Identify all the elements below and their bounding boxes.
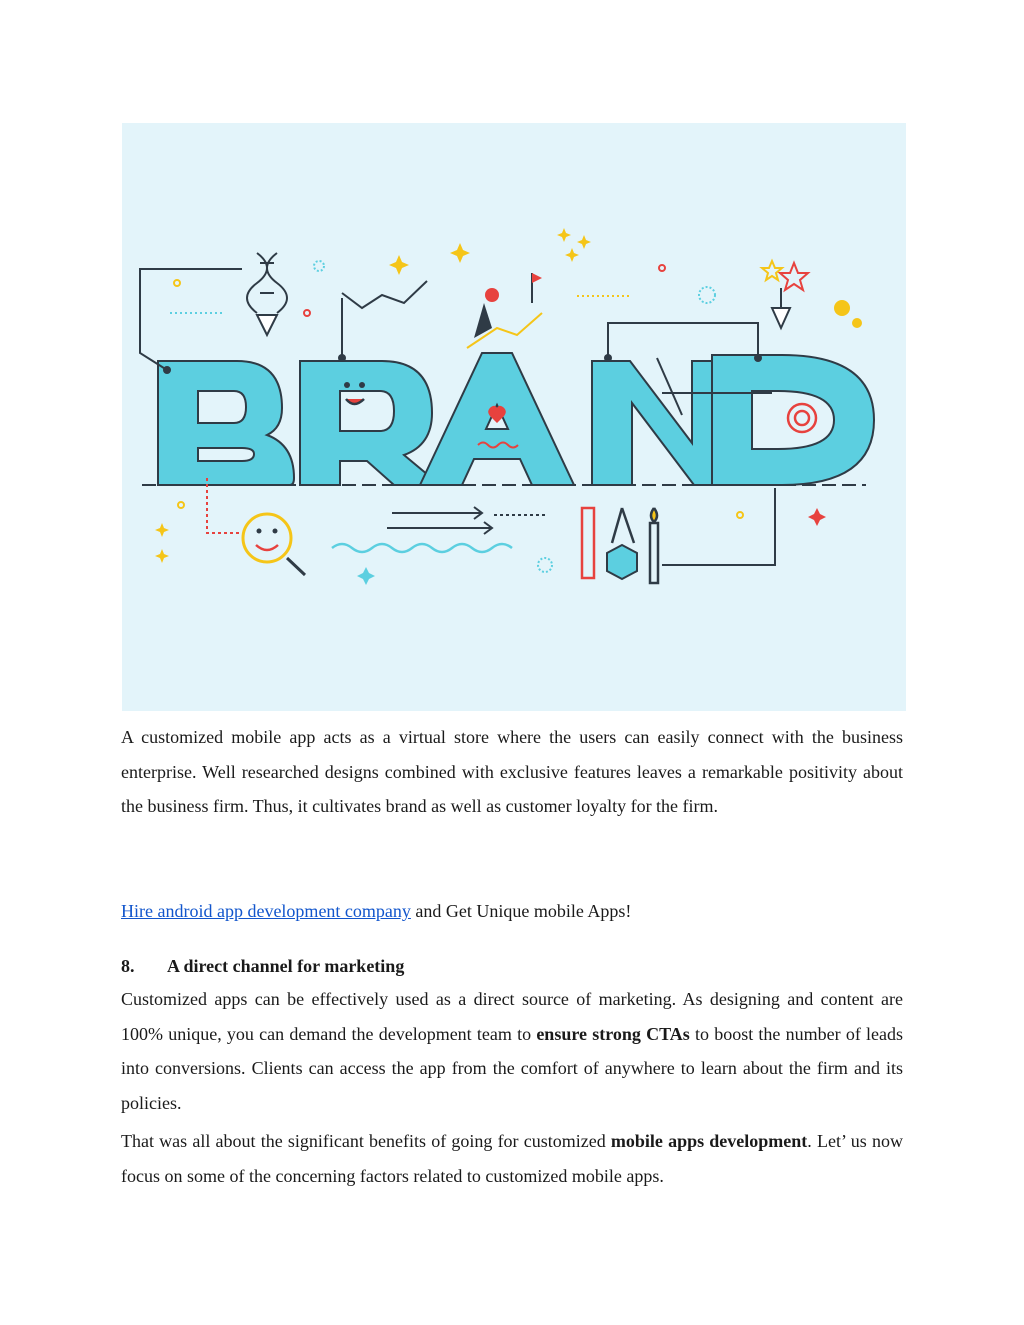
- fireworks-icon: [762, 261, 808, 328]
- climber-flag-icon: [467, 273, 542, 348]
- section-heading: [121, 952, 903, 980]
- body-bold: ensure strong CTAs: [536, 1023, 690, 1044]
- dna-pencil-icon: [247, 253, 287, 335]
- letter-d: [712, 355, 874, 485]
- ruler-icon: [582, 508, 594, 578]
- closing-paragraph: [121, 1124, 903, 1193]
- closing-part-b: . Let’ us now focus on some of the concerning factors related to customized mobile apps.: [121, 1131, 903, 1186]
- arrows-icon: [387, 507, 547, 534]
- smiley-icon: [243, 514, 305, 575]
- closing-bold: mobile apps development: [610, 1131, 808, 1151]
- paintbrush-icon: [650, 508, 658, 583]
- body-part-a: Customized apps can be effectively used as a direct source of marketing. As designing and content are 100% unique, you can demand the development team to: [121, 989, 903, 1044]
- compass-icon: [612, 508, 634, 543]
- section-title: A direct channel for marketing: [167, 956, 405, 976]
- cube-icon: [607, 545, 637, 579]
- target-click-icon: [788, 404, 816, 432]
- brand-word: [158, 353, 874, 485]
- brand-illustration: [122, 123, 906, 711]
- cta-line: [121, 896, 903, 926]
- section-number: 8.: [121, 956, 135, 976]
- letter-b: [158, 361, 294, 485]
- body-part-b: to boost the number of leads into conversions. Clients can access the app from the comfort of anywhere to learn about the firm and its policies.: [121, 1023, 904, 1114]
- letter-r: [300, 361, 440, 485]
- intro-paragraph: A customized mobile app acts as a virtual store where the users can easily connect with the business enterprise. Well researched designs combined with exclusive features leaves a remarkable positivity about the business firm. Thus, it cultivates brand as well as customer loyalty for the firm.: [121, 727, 903, 817]
- closing-part-a: That was all about the significant benefits of going for customized: [121, 1131, 611, 1151]
- section-body: [121, 982, 903, 1121]
- hire-android-link[interactable]: Hire android app development company: [121, 901, 411, 921]
- cta-rest: and Get Unique mobile Apps!: [410, 901, 632, 921]
